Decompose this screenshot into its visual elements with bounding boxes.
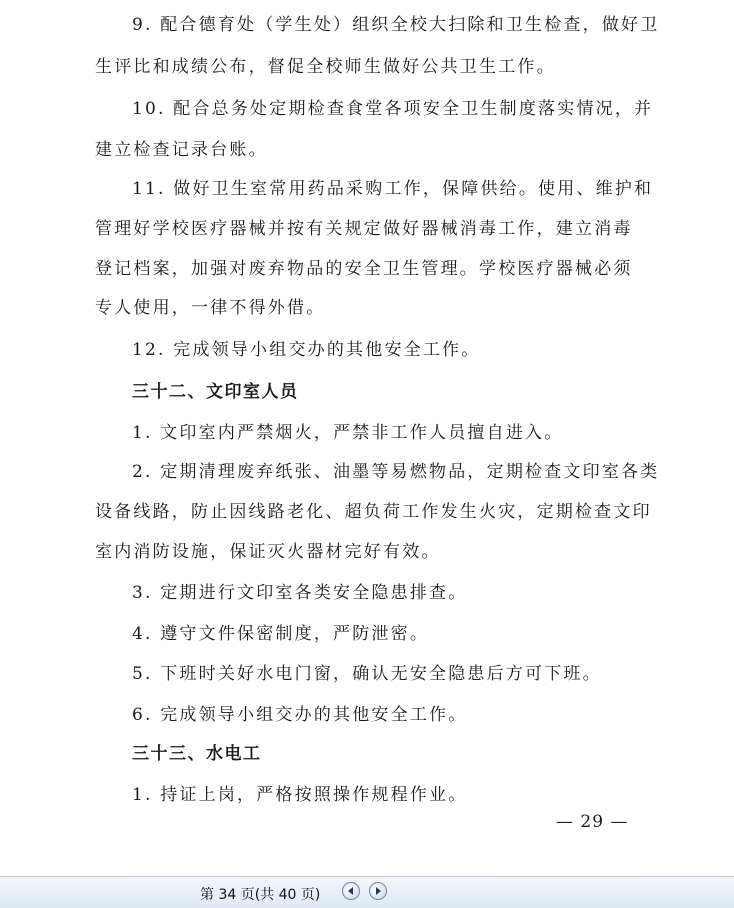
triangle-right-icon: [373, 886, 383, 896]
paragraph-line: 1. 文印室内严禁烟火，严禁非工作人员擅自进入。: [132, 423, 564, 443]
paragraph-line: 专人使用，一律不得外借。: [95, 298, 326, 318]
page-indicator: 第 34 页(共 40 页): [200, 887, 321, 903]
paragraph-line: 9. 配合德育处（学生处）组织全校大扫除和卫生检查，做好卫: [132, 15, 660, 35]
paragraph-line: 6. 完成领导小组交办的其他安全工作。: [132, 705, 468, 725]
next-page-button[interactable]: [369, 882, 387, 900]
paragraph-line: 登记档案，加强对废弃物品的安全卫生管理。学校医疗器械必须: [95, 259, 633, 279]
previous-page-button[interactable]: [342, 882, 360, 900]
paragraph-line: 1. 持证上岗，严格按照操作规程作业。: [132, 785, 468, 805]
paragraph-line: 管理好学校医疗器械并按有关规定做好器械消毒工作，建立消毒: [95, 219, 633, 239]
status-bar: [0, 876, 734, 908]
paragraph-line: 生评比和成绩公布，督促全校师生做好公共卫生工作。: [95, 57, 556, 77]
paragraph-line: 4. 遵守文件保密制度，严防泄密。: [132, 624, 430, 644]
paragraph-line: 设备线路，防止因线路老化、超负荷工作发生火灾，定期检查文印: [95, 502, 652, 522]
section-heading: 三十三、水电工: [132, 744, 262, 764]
paragraph-line: 5. 下班时关好水电门窗，确认无安全隐患后方可下班。: [132, 664, 602, 684]
paragraph-line: 建立检查记录台账。: [95, 140, 268, 160]
page-number: — 29 —: [556, 812, 629, 832]
paragraph-line: 12. 完成领导小组交办的其他安全工作。: [132, 340, 481, 360]
section-heading: 三十二、文印室人员: [132, 382, 299, 402]
triangle-left-icon: [346, 886, 356, 896]
paragraph-line: 室内消防设施，保证灭火器材完好有效。: [95, 542, 441, 562]
paragraph-line: 2. 定期清理废弃纸张、油墨等易燃物品，定期检查文印室各类: [132, 462, 660, 482]
paragraph-line: 11. 做好卫生室常用药品采购工作，保障供给。使用、维护和: [132, 179, 654, 199]
paragraph-line: 10. 配合总务处定期检查食堂各项安全卫生制度落实情况，并: [132, 99, 654, 119]
paragraph-line: 3. 定期进行文印室各类安全隐患排查。: [132, 583, 468, 603]
